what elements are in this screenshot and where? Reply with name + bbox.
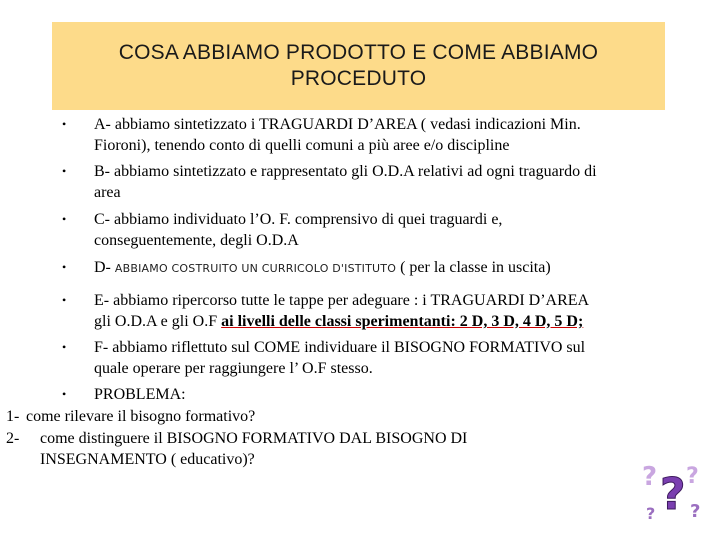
bullet: • <box>62 293 67 307</box>
bullet: • <box>62 117 67 131</box>
svg-text:?: ? <box>642 462 658 492</box>
numbered-item-2 <box>6 428 670 470</box>
numbered-label-1: 1- <box>6 408 20 425</box>
numbered-item-1 <box>6 406 670 427</box>
bullet: • <box>62 387 67 401</box>
title-line-1: COSA ABBIAMO PRODOTTO E COME ABBIAMO <box>118 41 599 64</box>
list-item-problema <box>60 384 670 405</box>
item-f-line-2: quale operare per raggiungere l’ O.F stesso. <box>94 360 373 377</box>
list-item-f <box>60 337 670 379</box>
item-e-line-2-prefix: gli O.D.A e gli O.F <box>94 313 222 330</box>
item-c-line-2: conseguentemente, degli O.D.A <box>94 232 299 249</box>
bullet: • <box>62 212 67 226</box>
list-item-d <box>60 257 670 279</box>
list-item-b <box>60 161 670 203</box>
item-a-line-1: A- abbiamo sintetizzato i TRAGUARDI D’AREA ( vedasi indicazioni Min. <box>94 116 581 133</box>
svg-text:?: ? <box>690 501 701 522</box>
slide-content <box>6 114 670 470</box>
svg-text:?: ? <box>686 464 699 489</box>
problema-label: PROBLEMA: <box>94 386 186 403</box>
numbered-item-2-line-1: come distinguere il BISOGNO FORMATIVO DAL BISOGNO DI <box>40 430 468 447</box>
item-c-line-1: C- abbiamo individuato l’O. F. comprensivo di quei traguardi e, <box>94 211 503 228</box>
question-marks-icon <box>640 455 708 523</box>
item-a-line-2: Fioroni), tenendo conto di quelli comuni a più aree e/o discipline <box>94 137 510 154</box>
item-d-suffix: ( per la classe in uscita) <box>396 259 551 276</box>
bullet: • <box>62 260 67 274</box>
list-item-c <box>60 209 670 251</box>
bullet: • <box>62 340 67 354</box>
item-d-handwritten: ABBIAMO COSTRUITO UN CURRICOLO D'ISTITUTO <box>114 262 397 275</box>
item-e-underlined-classes: ai livelli delle classi sperimentanti: 2 D, 3 D, 4 D, 5 D; <box>221 313 584 330</box>
title-banner <box>52 22 665 110</box>
item-d-prefix: D- <box>94 259 115 276</box>
list-item-a <box>60 114 670 156</box>
item-d-line <box>94 257 670 279</box>
item-f-line-1: F- abbiamo riflettuto sul COME individuare il BISOGNO FORMATIVO sul <box>94 339 586 356</box>
numbered-label-2: 2- <box>6 430 20 447</box>
title-line-2: PROCEDUTO <box>290 67 427 90</box>
list-item-e <box>60 290 670 332</box>
numbered-item-2-line-2: INSEGNAMENTO ( educativo)? <box>40 451 255 468</box>
item-b-line-2: area <box>94 184 121 201</box>
svg-text:?: ? <box>660 469 686 520</box>
item-e-line-2 <box>94 311 670 332</box>
item-e-line-1: E- abbiamo ripercorso tutte le tappe per adeguare : i TRAGUARDI D’AREA <box>94 292 590 309</box>
svg-text:?: ? <box>646 504 656 523</box>
bullet: • <box>62 164 67 178</box>
item-b-line-1: B- abbiamo sintetizzato e rappresentato gli O.D.A relativi ad ogni traguardo di <box>94 163 597 180</box>
numbered-item-1-text: come rilevare il bisogno formativo? <box>26 408 256 425</box>
